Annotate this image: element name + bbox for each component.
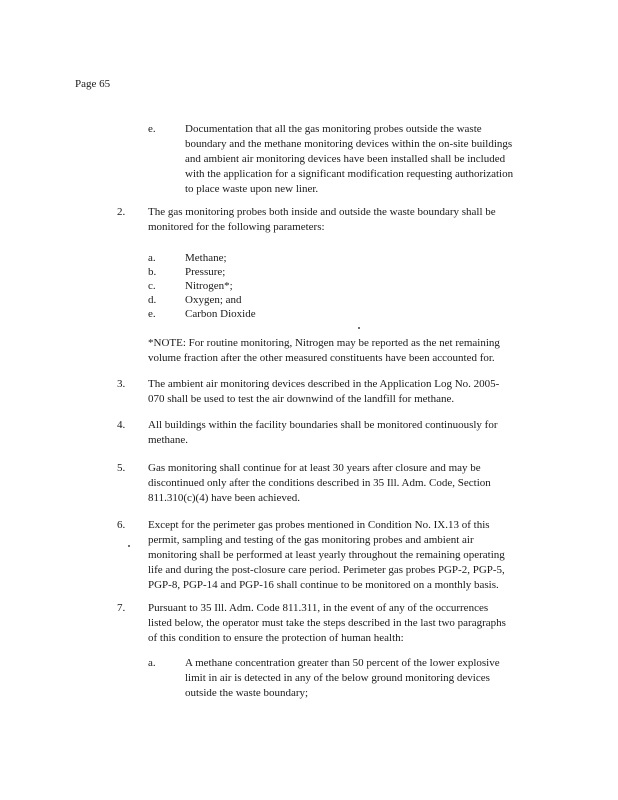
item-number: 6. [117, 519, 126, 531]
item-text: Gas monitoring shall continue for at least 30 years after closure and may be discontinued only after the conditions described in 35 Ill. Adm. Code, Section 811.310(c)(4) have been achieved. [148, 462, 491, 504]
param-number: a. [148, 252, 156, 264]
scan-artifact [128, 545, 130, 547]
param-label: Pressure; [185, 266, 226, 278]
scan-artifact [358, 327, 360, 329]
item-text: Except for the perimeter gas probes mentioned in Condition No. IX.13 of this permit, sampling and testing of the gas monitoring probes and ambient air monitoring shall be performed at least yearly throughout the remaining operating life and during the post-closure care period. Perimeter gas probes PGP-2, PGP-5, PGP-8, PGP-14 and PGP-16 shall continue to be monitored on a monthly basis. [148, 519, 505, 591]
param-number: c. [148, 280, 156, 292]
item-number: e. [148, 123, 156, 135]
item-number: 5. [117, 462, 126, 474]
param-number: d. [148, 294, 157, 306]
param-number: b. [148, 266, 157, 278]
page-number: Page 65 [75, 78, 111, 90]
param-label: Methane; [185, 252, 227, 264]
param-label: Nitrogen*; [185, 280, 233, 292]
item-text: Pursuant to 35 Ill. Adm. Code 811.311, in the event of any of the occurrences listed below, the operator must take the steps described in the last two paragraphs of this condition to ensure the protection of human health: [148, 602, 506, 644]
item-number: a. [148, 657, 156, 669]
item-text: All buildings within the facility boundaries shall be monitored continuously for methane. [148, 419, 498, 446]
item-number: 7. [117, 602, 126, 614]
nitrogen-note: *NOTE: For routine monitoring, Nitrogen may be reported as the net remaining volume fraction after the other measured constituents have been accounted for. [148, 337, 500, 364]
param-label: Carbon Dioxide [185, 308, 256, 320]
param-number: e. [148, 308, 156, 320]
item-text: The ambient air monitoring devices described in the Application Log No. 2005- 070 shall be used to test the air downwind of the landfill for methane. [148, 378, 500, 405]
item-number: 4. [117, 419, 126, 431]
item-number: 3. [117, 378, 126, 390]
item-text: A methane concentration greater than 50 percent of the lower explosive limit in air is detected in any of the below ground monitoring devices outside the waste boundary; [185, 657, 500, 699]
item-text: Documentation that all the gas monitoring probes outside the waste boundary and the methane monitoring devices within the on-site buildings and ambient air monitoring devices have been installed shall be included with the application for a significant modification requesting authorization to place waste upon new liner. [185, 123, 514, 195]
param-label: Oxygen; and [185, 294, 242, 306]
item-text: The gas monitoring probes both inside and outside the waste boundary shall be monitored for the following parameters: [148, 206, 496, 233]
item-number: 2. [117, 206, 126, 218]
